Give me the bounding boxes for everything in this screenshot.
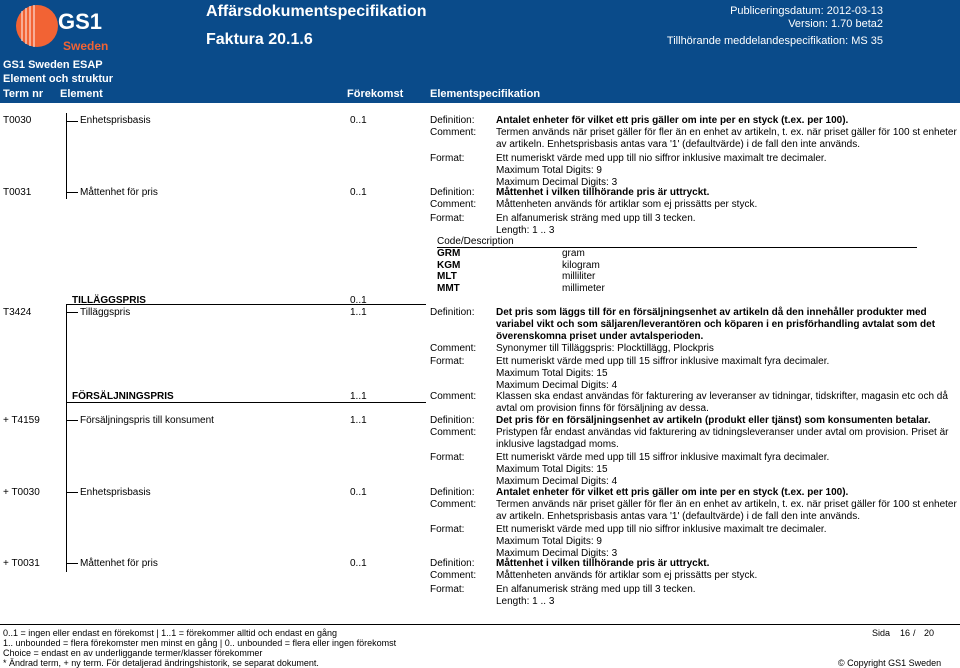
legend-line: * Ändrad term, + ny term. För detaljerad ändringshistorik, se separat dokument. bbox=[3, 658, 319, 668]
format-detail: Maximum Decimal Digits: 3 bbox=[496, 177, 618, 188]
occurrence: 1..1 bbox=[350, 391, 367, 402]
code-description: gram bbox=[562, 248, 585, 259]
format-text: Ett numeriskt värde med upp till nio siffror inklusive maximalt tre decimaler. bbox=[496, 524, 827, 535]
definition-label: Definition: bbox=[430, 558, 475, 569]
document-title: Affärsdokumentspecifikation bbox=[206, 3, 427, 20]
message-spec-value: MS 35 bbox=[851, 35, 883, 47]
definition-text: överenskomna priset under avtalsperioden. bbox=[496, 331, 704, 342]
code: MMT bbox=[437, 283, 460, 294]
version bbox=[788, 18, 883, 30]
comment-label: Comment: bbox=[430, 127, 477, 138]
definition-text: Måttenhet i vilken tillhörande pris är uttryckt. bbox=[496, 187, 710, 198]
publication-date-label: Publiceringsdatum: bbox=[730, 5, 824, 17]
definition-label: Definition: bbox=[430, 415, 475, 426]
comment-label: Comment: bbox=[430, 199, 477, 210]
format-label: Format: bbox=[430, 213, 465, 224]
element-structure-heading: Element och struktur bbox=[3, 73, 114, 85]
occurrence: 1..1 bbox=[350, 415, 367, 426]
legend-line: Choice = endast en av underliggande termer/klasser förekommer bbox=[3, 648, 263, 658]
format-label: Format: bbox=[430, 356, 465, 367]
code-divider bbox=[437, 247, 917, 248]
element-name: Måttenhet för pris bbox=[80, 187, 158, 198]
tree-line bbox=[66, 304, 67, 407]
class-name: FÖRSÄLJNINGSPRIS bbox=[72, 391, 174, 402]
gs1-logo-text: GS1 bbox=[58, 9, 103, 34]
document-subtitle: Faktura 20.1.6 bbox=[206, 31, 313, 48]
definition-text: Det pris som läggs till för en försäljningsenhet av artikeln då den innehåller produkter med bbox=[496, 307, 927, 318]
comment-text: Måttenheten används för artiklar som ej prissätts per styck. bbox=[496, 570, 758, 581]
definition-text: Det pris för en försäljningsenhet av artikeln (produkt eller tjänst) som konsumenten betalar. bbox=[496, 415, 931, 426]
tree-branch bbox=[66, 563, 78, 564]
definition-label: Definition: bbox=[430, 187, 475, 198]
comment-text: Termen används när priset gäller för fler än en enhet av artikeln, t. ex. när priset gäller för 100 st enheter bbox=[496, 499, 957, 510]
term-nr: T0031 bbox=[3, 187, 32, 198]
comment-label: Comment: bbox=[430, 391, 477, 402]
format-label: Format: bbox=[430, 584, 465, 595]
format-detail: Maximum Decimal Digits: 4 bbox=[496, 380, 618, 391]
format-detail: Length: 1 .. 3 bbox=[496, 596, 555, 607]
page-footer bbox=[0, 624, 960, 668]
element-name: Måttenhet för pris bbox=[80, 558, 158, 569]
format-text: En alfanumerisk sträng med upp till 3 tecken. bbox=[496, 213, 696, 224]
element-name: Enhetsprisbasis bbox=[80, 487, 151, 498]
comment-label: Comment: bbox=[430, 343, 477, 354]
comment-text: Pristypen får endast användas vid fakturering av tidningsleveranser under avtal om provision. Priset är bbox=[496, 427, 949, 438]
comment-text: Måttenheten används för artiklar som ej prissätts per styck. bbox=[496, 199, 758, 210]
comment-text: Termen används när priset gäller för fler än en enhet av artikeln, t. ex. när priset gäller för 100 st enheter bbox=[496, 127, 957, 138]
code: KGM bbox=[437, 260, 461, 271]
occurrence: 1..1 bbox=[350, 307, 367, 318]
element-name: Enhetsprisbasis bbox=[80, 115, 151, 126]
legend-line: 0..1 = ingen eller endast en förekomst | 1..1 = förekommer alltid och endast en gång bbox=[3, 628, 338, 638]
tree-branch bbox=[66, 492, 78, 493]
comment-text: Synonymer till Tilläggspris: Plocktillägg, Plockpris bbox=[496, 343, 714, 354]
comment-label: Comment: bbox=[430, 427, 477, 438]
page-label: Sida bbox=[872, 628, 891, 638]
page-total: 20 bbox=[924, 628, 935, 638]
comment-label: Comment: bbox=[430, 570, 477, 581]
publication-date-value: 2012-03-13 bbox=[826, 5, 883, 17]
definition-label: Definition: bbox=[430, 307, 475, 318]
tree-branch bbox=[66, 121, 78, 122]
page-current: 16 bbox=[900, 628, 911, 638]
format-text: Ett numeriskt värde med upp till nio siffror inklusive maximalt tre decimaler. bbox=[496, 153, 827, 164]
column-element: Element bbox=[60, 88, 103, 100]
tree-branch bbox=[66, 192, 78, 193]
definition-label: Definition: bbox=[430, 115, 475, 126]
definition-label: Definition: bbox=[430, 487, 475, 498]
code-description: millimeter bbox=[562, 283, 605, 294]
tree-line bbox=[66, 113, 67, 199]
element-name: Tilläggspris bbox=[80, 307, 131, 318]
format-detail: Maximum Total Digits: 9 bbox=[496, 165, 602, 176]
message-spec bbox=[667, 35, 883, 47]
column-element-spec: Elementspecifikation bbox=[430, 88, 541, 100]
code-description: kilogram bbox=[562, 260, 600, 271]
tree-branch bbox=[66, 312, 78, 313]
code-description-header: Code/Description bbox=[437, 236, 514, 247]
comment-label: Comment: bbox=[430, 499, 477, 510]
definition-text: Antalet enheter för vilket ett pris gäller om inte per en styck (t.ex. per 100). bbox=[496, 487, 849, 498]
format-text: Ett numeriskt värde med upp till 15 siffror inklusive maximalt fyra decimaler. bbox=[496, 452, 830, 463]
format-text: Ett numeriskt värde med upp till 15 siffror inklusive maximalt fyra decimaler. bbox=[496, 356, 830, 367]
format-detail: Length: 1 .. 3 bbox=[496, 225, 555, 236]
term-nr: T0030 bbox=[3, 115, 32, 126]
format-label: Format: bbox=[430, 524, 465, 535]
format-detail: Maximum Decimal Digits: 4 bbox=[496, 476, 618, 487]
version-label: Version: bbox=[788, 18, 828, 30]
occurrence: 0..1 bbox=[350, 487, 367, 498]
class-name: TILLÄGGSPRIS bbox=[72, 295, 146, 306]
message-spec-label: Tillhörande meddelandespecifikation: bbox=[666, 35, 849, 47]
format-label: Format: bbox=[430, 153, 465, 164]
occurrence: 0..1 bbox=[350, 187, 367, 198]
comment-text: av artikeln. Enhetsprisbasis antas vara '1' (defaultvärde) i de fall den inte används. bbox=[496, 139, 861, 150]
comment-text: avtal om provision finns för försäljning av dessa. bbox=[496, 403, 709, 414]
header-bar bbox=[0, 0, 960, 103]
comment-text: av artikeln. Enhetsprisbasis antas vara '1' (defaultvärde) i de fall den inte används. bbox=[496, 511, 861, 522]
definition-text: Antalet enheter för vilket ett pris gäller om inte per en styck (t.ex. per 100). bbox=[496, 115, 849, 126]
term-nr: + T0030 bbox=[3, 487, 40, 498]
term-nr: T3424 bbox=[3, 307, 32, 318]
occurrence: 0..1 bbox=[350, 558, 367, 569]
element-table bbox=[0, 103, 960, 623]
format-detail: Maximum Total Digits: 15 bbox=[496, 464, 608, 475]
version-value: 1.70 beta2 bbox=[831, 18, 883, 30]
copyright: © Copyright GS1 Sweden bbox=[838, 658, 942, 668]
code: GRM bbox=[437, 248, 461, 259]
comment-text: inklusive lagstadgad moms. bbox=[496, 439, 619, 450]
publication-date bbox=[730, 5, 883, 17]
brand-subtitle: GS1 Sweden ESAP bbox=[3, 59, 103, 71]
comment-text: Klassen ska endast användas för fakturering av leveranser av tidningar, tidskrifter, magasin etc och då bbox=[496, 391, 948, 402]
term-nr: + T0031 bbox=[3, 558, 40, 569]
tree-line bbox=[66, 402, 67, 572]
column-term-nr: Term nr bbox=[3, 88, 44, 100]
element-name: Försäljningspris till konsument bbox=[80, 415, 214, 426]
format-text: En alfanumerisk sträng med upp till 3 tecken. bbox=[496, 584, 696, 595]
code: MLT bbox=[437, 271, 457, 282]
definition-text: variabel vikt och som säljaren/leverantören och köparen i en prisförhandling avtalat som det bbox=[496, 319, 936, 330]
gs1-logo-sweden: Sweden bbox=[63, 39, 108, 53]
format-detail: Maximum Decimal Digits: 3 bbox=[496, 548, 618, 559]
occurrence: 0..1 bbox=[350, 115, 367, 126]
occurrence: 0..1 bbox=[350, 295, 367, 306]
gs1-logo bbox=[8, 2, 108, 58]
definition-text: Måttenhet i vilken tillhörande pris är uttryckt. bbox=[496, 558, 710, 569]
column-occurrence: Förekomst bbox=[347, 88, 404, 100]
tree-branch bbox=[66, 420, 78, 421]
page-separator: / bbox=[913, 628, 916, 638]
format-detail: Maximum Total Digits: 15 bbox=[496, 368, 608, 379]
code-description: milliliter bbox=[562, 271, 596, 282]
format-detail: Maximum Total Digits: 9 bbox=[496, 536, 602, 547]
term-nr: + T4159 bbox=[3, 415, 40, 426]
format-label: Format: bbox=[430, 452, 465, 463]
legend-line: 1.. unbounded = flera förekomster men minst en gång | 0.. unbounded = flera eller ingen förekomst bbox=[3, 638, 397, 648]
